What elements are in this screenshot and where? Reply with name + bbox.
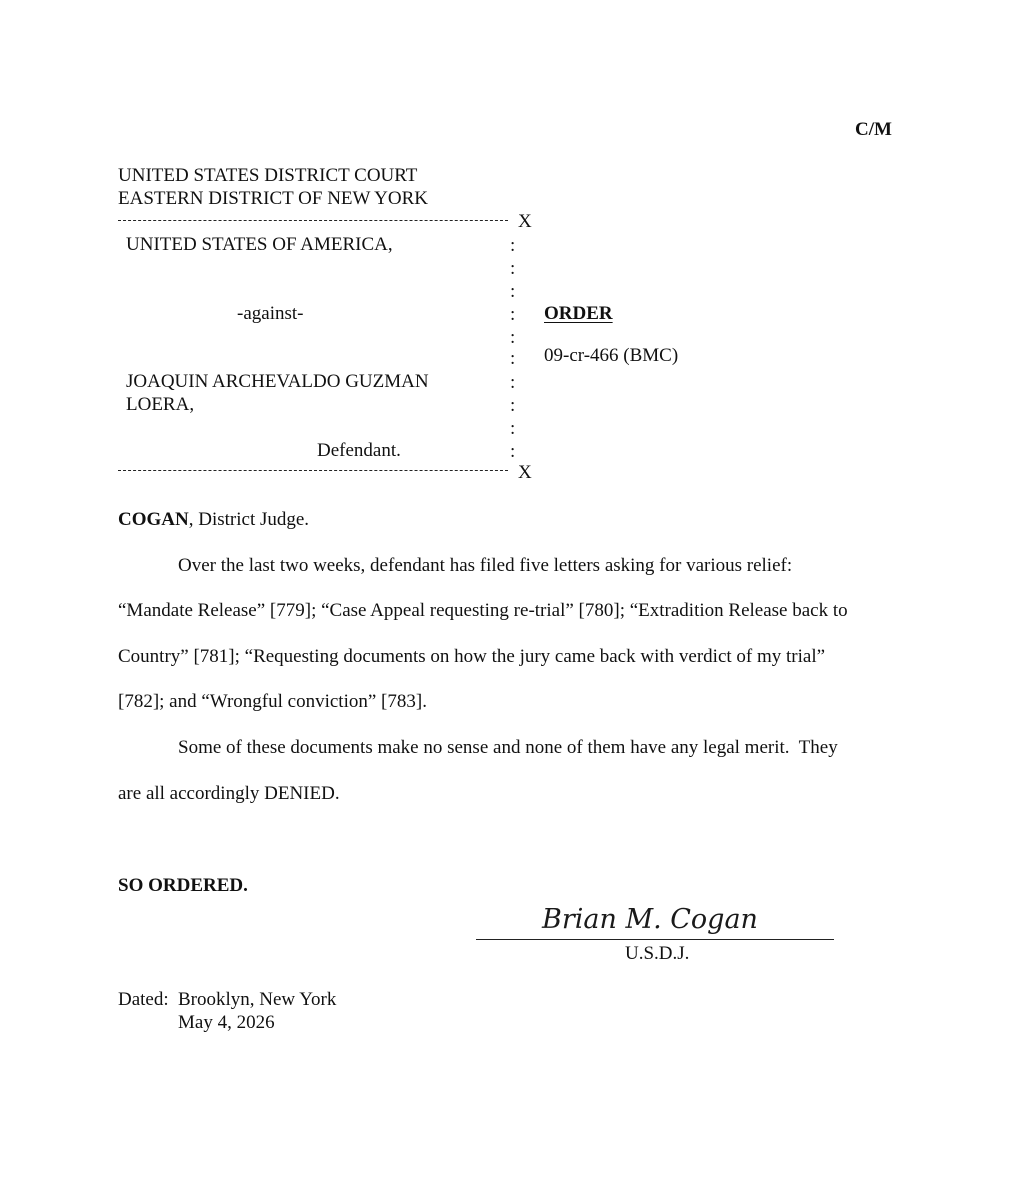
paragraph-1-line-4: [782]; and “Wrongful conviction” [783].	[118, 691, 427, 712]
dated-label: Dated:	[118, 989, 169, 1010]
judge-line	[118, 510, 309, 529]
paragraph-1-line-1: Over the last two weeks, defendant has filed five letters asking for various relief:	[178, 555, 793, 576]
caption-colon: :	[510, 441, 516, 462]
caption-colon: :	[510, 395, 516, 416]
document-title: ORDER	[544, 303, 613, 324]
caption-colon: :	[510, 418, 516, 439]
caption-colon: :	[510, 348, 516, 369]
signature-title: U.S.D.J.	[625, 943, 690, 964]
defendant-label: Defendant.	[317, 440, 401, 461]
paragraph-2-line-2: are all accordingly DENIED.	[118, 783, 340, 804]
case-number: 09-cr-466 (BMC)	[544, 345, 679, 366]
caption-colon: :	[510, 304, 516, 325]
against-label: -against-	[237, 303, 304, 324]
plaintiff-name: UNITED STATES OF AMERICA,	[126, 234, 393, 255]
caption-bottom-x: X	[518, 462, 532, 483]
defendant-name-line2: LOERA,	[126, 394, 195, 415]
defendant-name-line1: JOAQUIN ARCHEVALDO GUZMAN	[126, 371, 429, 392]
so-ordered: SO ORDERED.	[118, 875, 248, 896]
caption-top-x: X	[518, 211, 532, 232]
signature-line	[476, 939, 834, 940]
caption-colon: :	[510, 258, 516, 279]
caption-colon: :	[510, 372, 516, 393]
caption-colon: :	[510, 327, 516, 348]
caption-colon: :	[510, 281, 516, 302]
paragraph-2-line-1: Some of these documents make no sense and none of them have any legal merit. They	[178, 737, 838, 758]
cm-mark: C/M	[855, 119, 892, 140]
caption-colon: :	[510, 235, 516, 256]
caption-bottom-rule	[118, 470, 508, 471]
court-district: EASTERN DISTRICT OF NEW YORK	[118, 188, 428, 209]
court-name: UNITED STATES DISTRICT COURT	[118, 165, 418, 186]
paragraph-1-line-2: “Mandate Release” [779]; “Case Appeal requesting re-trial” [780]; “Extradition Release back to	[118, 600, 848, 621]
signature-text: Brian M. Cogan	[542, 904, 758, 935]
paragraph-1-line-3: Country” [781]; “Requesting documents on how the jury came back with verdict of my trial”	[118, 646, 826, 667]
dated-place: Brooklyn, New York	[178, 989, 337, 1010]
judge-title: , District Judge.	[188, 509, 310, 530]
caption-top-rule	[118, 220, 508, 221]
judge-name: COGAN	[118, 509, 189, 530]
dated-date: May 4, 2026	[178, 1012, 275, 1033]
